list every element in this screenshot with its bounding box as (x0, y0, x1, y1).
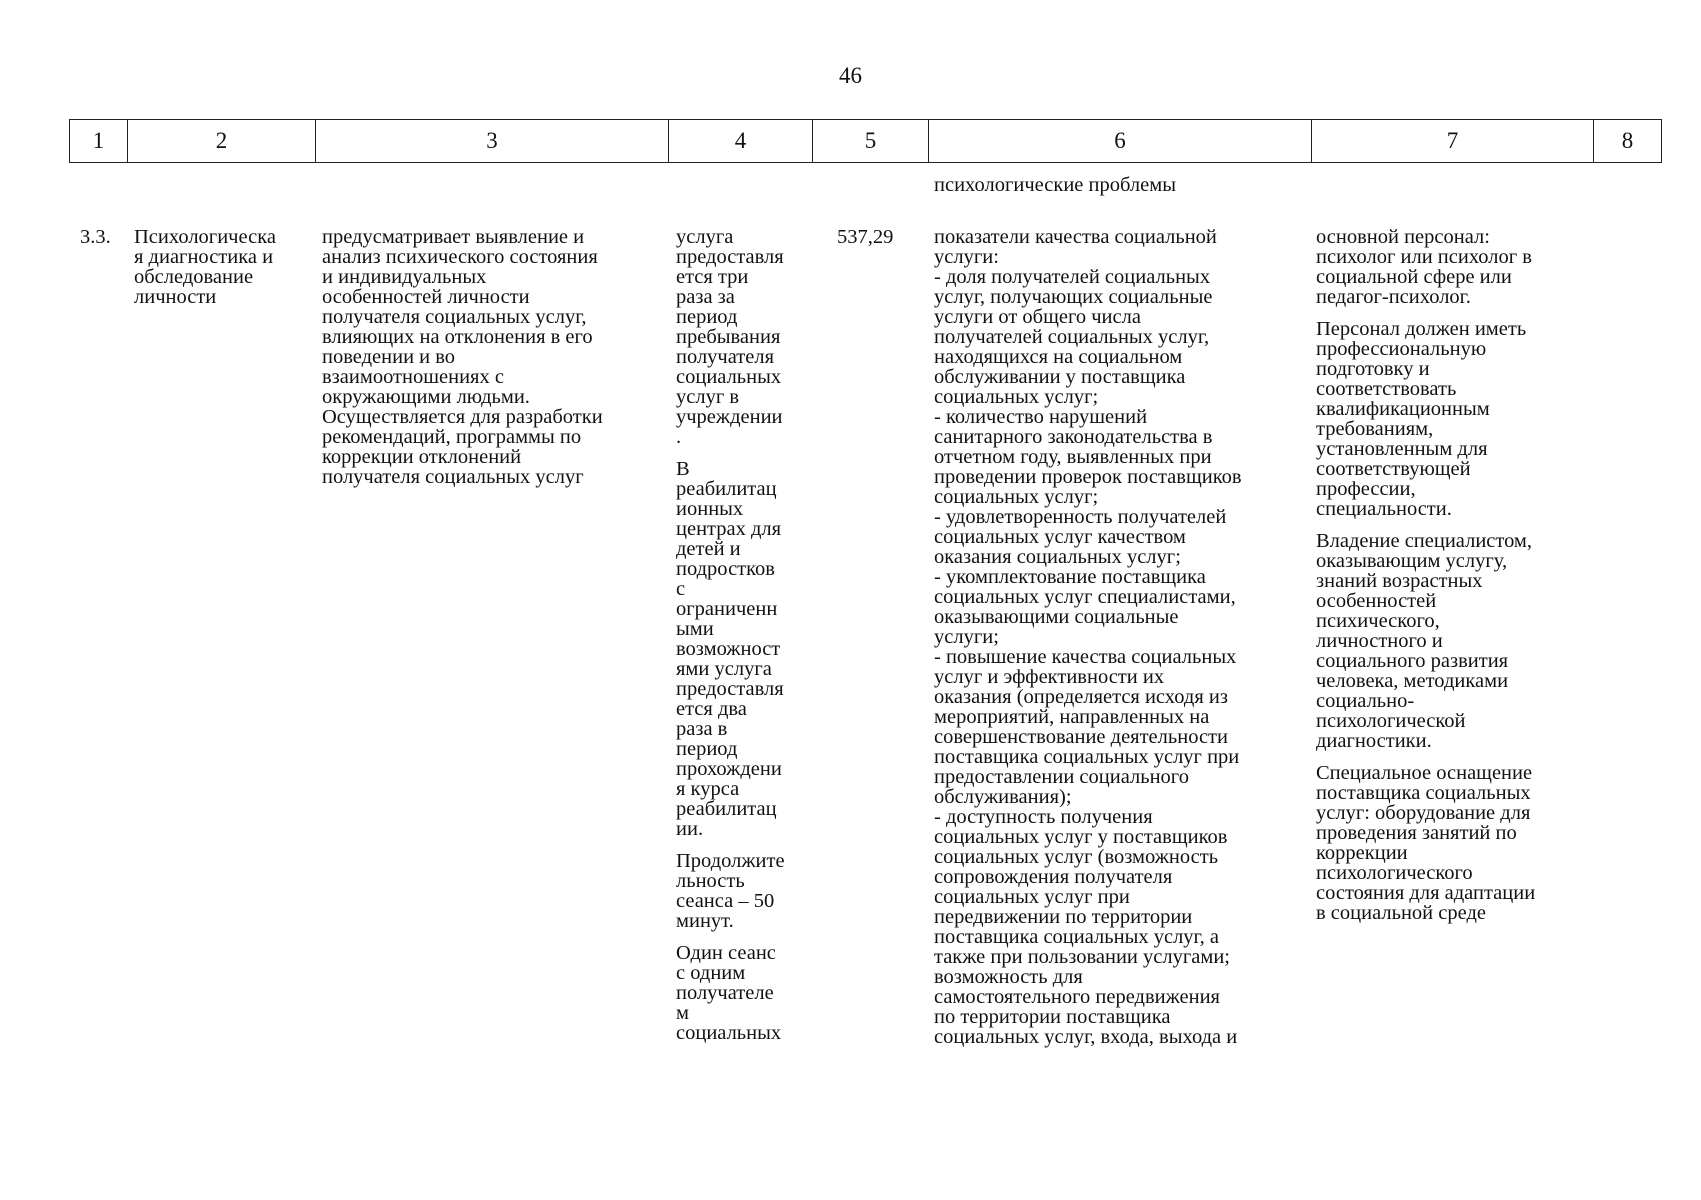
conditions-line: квалификационным (1316, 398, 1490, 420)
description-line: поведении и во (322, 346, 456, 368)
quality-line: санитарного законодательства в (934, 426, 1213, 448)
quality-indicators (934, 227, 1242, 1047)
volume-line: период (676, 738, 738, 760)
conditions-line: профессии, (1316, 478, 1416, 500)
conditions-line: социального развития (1316, 650, 1509, 672)
volume-paragraph (676, 459, 785, 839)
row-number: 3.3. (80, 226, 111, 248)
header-cell-7: 7 (1312, 120, 1594, 162)
volume-paragraph (676, 227, 785, 447)
description-line: окружающими людьми. (322, 386, 530, 408)
volume-line: ионных (676, 498, 744, 520)
quality-line: по территории поставщика (934, 1006, 1171, 1028)
conditions-line: психологической (1316, 710, 1466, 732)
header-cell-8: 8 (1621, 128, 1634, 153)
conditions-line: психолог или психолог в (1316, 246, 1532, 268)
volume-line: услуг в (676, 386, 740, 408)
volume-line: льность (676, 870, 745, 892)
description-line: взаимоотношениях с (322, 366, 504, 388)
volume-line: учреждении (676, 406, 783, 428)
volume-line: получателе (676, 982, 774, 1004)
conditions-paragraph (1316, 531, 1535, 751)
conditions-line: знаний возрастных (1316, 570, 1483, 592)
volume-line: услуга (676, 226, 734, 248)
quality-line: услуг и эффективности их (934, 666, 1165, 688)
quality-line: совершенствование деятельности (934, 726, 1228, 748)
quality-line: оказания (определяется исходя из (934, 686, 1228, 708)
conditions-line: профессиональную (1316, 338, 1487, 360)
volume-line: раза в (676, 718, 728, 740)
conditions-line: соответствующей (1316, 458, 1471, 480)
volume-line: период (676, 306, 738, 328)
volume-line: я курса (676, 778, 740, 800)
tariff-value: 537,29 (837, 226, 894, 248)
quality-line: социальных услуг специалистами, (934, 586, 1236, 608)
conditions-line: психического, (1316, 610, 1440, 632)
quality-line: находящихся на социальном (934, 346, 1183, 368)
volume-line: раза за (676, 286, 735, 308)
volume-line: Продолжите (676, 850, 785, 872)
quality-line: услуги; (934, 626, 999, 648)
quality-line: отчетном году, выявленных при (934, 446, 1212, 468)
quality-line: - повышение качества социальных (934, 646, 1237, 668)
description-line: Осуществляется для разработки (322, 406, 603, 428)
conditions-line: психологического (1316, 862, 1473, 884)
header-cell-2: 2 (128, 120, 316, 162)
volume-line: ями услуга (676, 658, 772, 680)
volume-line: подростков (676, 558, 775, 580)
conditions-line: основной персонал: (1316, 226, 1490, 248)
conditions-line: в социальной среде (1316, 902, 1486, 924)
quality-line: оказания социальных услуг; (934, 546, 1181, 568)
quality-line: показатели качества социальной (934, 226, 1217, 248)
header-cell-3: 3 (316, 120, 669, 162)
volume-line: реабилитац (676, 478, 777, 500)
page-number: 46 (839, 63, 862, 88)
header-cell-6: 6 (929, 120, 1312, 162)
quality-line: - количество нарушений (934, 406, 1148, 428)
quality-line: проведении проверок поставщиков (934, 466, 1242, 488)
quality-line: также при пользовании услугами; (934, 946, 1230, 968)
quality-line: - укомплектование поставщика (934, 566, 1206, 588)
table-header-row (69, 119, 1662, 163)
volume-line: детей и (676, 538, 741, 560)
service-name-line: обследование (134, 266, 254, 288)
description-line: анализ психического состояния (322, 246, 598, 268)
service-description (322, 227, 603, 487)
quality-line: - доля получателей социальных (934, 266, 1211, 288)
quality-line: - удовлетворенность получателей (934, 506, 1227, 528)
quality-line: обслуживании у поставщика (934, 366, 1186, 388)
description-line: предусматривает выявление и (322, 226, 585, 248)
quality-line: социальных услуг у поставщиков (934, 826, 1228, 848)
quality-line: социальных услуг; (934, 486, 1099, 508)
volume-line: предоставля (676, 678, 784, 700)
volume-line: социальных (676, 366, 782, 388)
volume-line: прохождени (676, 758, 782, 780)
quality-line: услуги: (934, 246, 999, 268)
quality-line: получателей социальных услуг, (934, 326, 1210, 348)
conditions-line: услуг: оборудование для (1316, 802, 1531, 824)
volume-line: В (676, 458, 690, 480)
quality-line: социальных услуг качеством (934, 526, 1186, 548)
volume-line: минут. (676, 910, 734, 932)
conditions-line: Персонал должен иметь (1316, 318, 1527, 340)
conditions-line: социальной сфере или (1316, 266, 1512, 288)
quality-line: социальных услуг, входа, выхода и (934, 1026, 1238, 1048)
conditions-line: состояния для адаптации (1316, 882, 1536, 904)
service-volume (676, 227, 785, 1055)
volume-paragraph (676, 943, 785, 1043)
conditions-line: личностного и (1316, 630, 1443, 652)
description-line: и индивидуальных (322, 266, 487, 288)
conditions-line: оказывающим услугу, (1316, 550, 1508, 572)
conditions-line: Владение специалистом, (1316, 530, 1533, 552)
service-name-line: личности (134, 286, 217, 308)
conditions-line: соответствовать (1316, 378, 1457, 400)
quality-line: - доступность получения (934, 806, 1153, 828)
quality-line: мероприятий, направленных на (934, 706, 1210, 728)
conditions-line: подготовку и (1316, 358, 1430, 380)
volume-line: сеанса – 50 (676, 890, 775, 912)
volume-line: с одним (676, 962, 746, 984)
volume-line: предоставля (676, 246, 784, 268)
conditions-line: проведения занятий по (1316, 822, 1517, 844)
description-line: коррекции отклонений (322, 446, 522, 468)
volume-line: центрах для (676, 518, 782, 540)
quality-line: социальных услуг при (934, 886, 1130, 908)
volume-line: пребывания (676, 326, 781, 348)
volume-line: ыми (676, 618, 714, 640)
volume-line: ется два (676, 698, 747, 720)
quality-line: возможность для (934, 966, 1083, 988)
volume-line: Один сеанс (676, 942, 776, 964)
conditions-line: человека, методиками (1316, 670, 1509, 692)
quality-line: социальных услуг; (934, 386, 1099, 408)
volume-line: с (676, 578, 686, 600)
quality-line: оказывающими социальные (934, 606, 1179, 628)
conditions-paragraph (1316, 763, 1535, 923)
conditions-line: установленным для (1316, 438, 1488, 460)
quality-line: услуг, получающих социальные (934, 286, 1213, 308)
volume-line: . (676, 426, 682, 448)
service-name-line: я диагностика и (134, 246, 274, 268)
service-name-line: Психологическа (134, 226, 276, 248)
description-line: получателя социальных услуг, (322, 306, 587, 328)
volume-line: получателя (676, 346, 775, 368)
conditions-line: требованиям, (1316, 418, 1434, 440)
volume-line: ется три (676, 266, 749, 288)
conditions-line: социально- (1316, 690, 1415, 712)
conditions-line: диагностики. (1316, 730, 1432, 752)
quality-line: самостоятельного передвижения (934, 986, 1220, 1008)
volume-line: социальных (676, 1022, 782, 1044)
volume-line: м (676, 1002, 689, 1024)
quality-line: поставщика социальных услуг, а (934, 926, 1219, 948)
service-name (134, 227, 276, 307)
conditions-line: педагог-психолог. (1316, 286, 1471, 308)
conditions-line: особенностей (1316, 590, 1437, 612)
description-line: особенностей личности (322, 286, 530, 308)
header-cell-4: 4 (669, 120, 813, 162)
volume-line: возможност (676, 638, 781, 660)
header-cell-5: 5 (813, 120, 929, 162)
conditions-paragraph (1316, 319, 1535, 519)
continuation-text: психологические проблемы (934, 174, 1176, 196)
description-line: рекомендаций, программы по (322, 426, 582, 448)
quality-line: сопровождения получателя (934, 866, 1173, 888)
quality-line: услуги от общего числа (934, 306, 1141, 328)
quality-line: предоставлении социального (934, 766, 1189, 788)
volume-line: ии. (676, 818, 704, 840)
description-line: получателя социальных услуг (322, 466, 584, 488)
conditions-line: поставщика социальных (1316, 782, 1531, 804)
description-line: влияющих на отклонения в его (322, 326, 593, 348)
header-cell-1: 1 (70, 120, 128, 162)
quality-line: поставщика социальных услуг при (934, 746, 1240, 768)
conditions-line: коррекции (1316, 842, 1408, 864)
volume-line: реабилитац (676, 798, 777, 820)
quality-line: социальных услуг (возможность (934, 846, 1219, 868)
quality-line: обслуживания); (934, 786, 1072, 808)
conditions-line: специальности. (1316, 498, 1452, 520)
conditions-line: Специальное оснащение (1316, 762, 1533, 784)
volume-line: ограниченн (676, 598, 778, 620)
volume-paragraph (676, 851, 785, 931)
conditions-paragraph (1316, 227, 1535, 307)
quality-line: передвижении по территории (934, 906, 1193, 928)
service-conditions (1316, 227, 1535, 935)
